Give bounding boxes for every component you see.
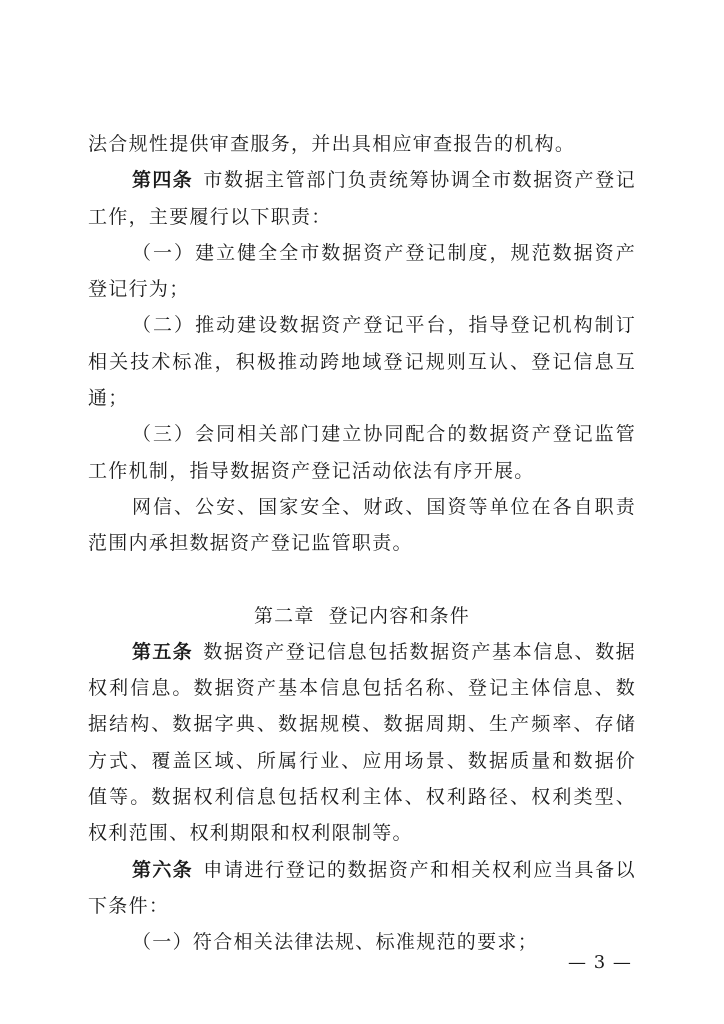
article-6-heading: 第六条 — [132, 858, 193, 881]
document-body — [88, 126, 636, 961]
article-4-item-2: （二）推动建设数据资产登记平台，指导登记机构制订相关技术标准，积极推动跨地域登记规则互认、登记信息互通； — [88, 314, 636, 410]
article-4-supervision-paragraph: 网信、公安、国家安全、财政、国资等单位在各自职责范围内承担数据资产登记监管职责。 — [88, 495, 636, 555]
chapter-number: 第二章 — [253, 604, 315, 627]
chapter-heading — [88, 598, 636, 634]
article-5-text: 数据资产登记信息包括数据资产基本信息、数据权利信息。数据资产基本信息包括名称、登记主体信息、数据结构、数据字典、数据规模、数据周期、生产频率、存储方式、覆盖区域、所属行业、应用场景、数据质量和数据价值等。数据权利信息包括权利主体、权利路径、权利类型、权利范围、权利期限和权利限制等。 — [88, 640, 636, 845]
article-4-item-1: （一）建立健全全市数据资产登记制度，规范数据资产登记行为； — [88, 241, 636, 301]
article-4-text: 市数据主管部门负责统筹协调全市数据资产登记工作，主要履行以下职责： — [88, 169, 636, 228]
article-5-paragraph — [88, 634, 636, 852]
article-5-heading: 第五条 — [132, 640, 193, 663]
chapter-spacer — [88, 562, 636, 598]
article-6-text: 申请进行登记的数据资产和相关权利应当具备以下条件： — [88, 858, 636, 917]
article-4-paragraph — [88, 162, 636, 235]
page-number: — 3 — — [568, 952, 632, 973]
article-6-paragraph — [88, 852, 636, 925]
article-4-heading: 第四条 — [132, 169, 193, 192]
article-4-item-3: （三）会同相关部门建立协同配合的数据资产登记监管工作机制，指导数据资产登记活动依法有序开展。 — [88, 423, 636, 482]
chapter-title: 登记内容和条件 — [328, 604, 470, 627]
paragraph-continuation: 法合规性提供审查服务，并出具相应审查报告的机构。 — [88, 133, 576, 155]
article-6-item-1: （一）符合相关法律法规、标准规范的要求； — [132, 931, 539, 954]
